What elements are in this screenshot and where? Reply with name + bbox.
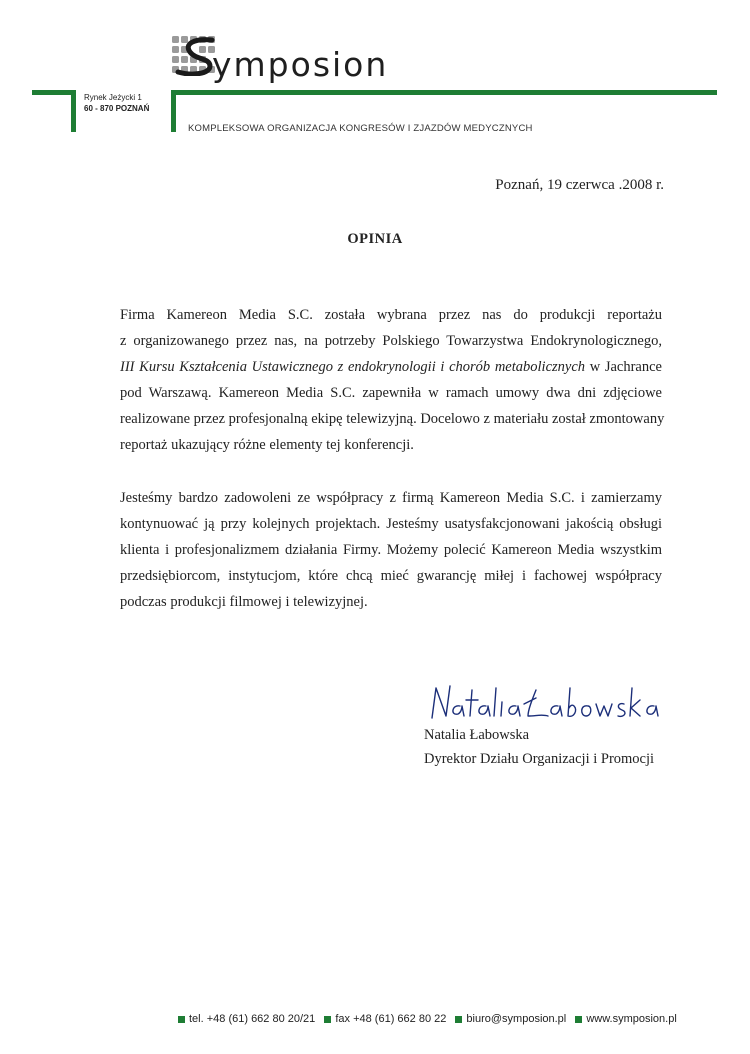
bullet-square-icon bbox=[575, 1016, 582, 1023]
bullet-square-icon bbox=[455, 1016, 462, 1023]
paragraph-line: z organizowanego przez nas, na potrzeby Polskiego Towarzystwa Endokrynologicznego, bbox=[120, 333, 662, 349]
paragraph-line: realizowane przez profesjonalną ekipę telewizyjną. Docelowo z materiału został zmontowany bbox=[120, 411, 665, 427]
logo-dots-icon bbox=[172, 36, 216, 76]
paragraph-line: Firma Kamereon Media S.C. została wybrana przez nas do produkcji reportażu bbox=[120, 307, 662, 323]
bullet-square-icon bbox=[178, 1016, 185, 1023]
paragraph-1 bbox=[120, 302, 665, 458]
signature-text: Natalia Łabowska bbox=[424, 680, 432, 681]
document-title: OPINIA bbox=[347, 231, 403, 247]
footer-contacts bbox=[172, 1013, 677, 1025]
paragraph-line: kontynuować ją przy kolejnych projektach. Jesteśmy usatysfakcjonowani jakością obsługi bbox=[120, 516, 662, 532]
header-rule-right bbox=[171, 90, 717, 95]
paragraph-line: podczas produkcji filmowej i telewizyjnej. bbox=[120, 594, 368, 610]
course-name: III Kursu Kształcenia Ustawicznego z endokrynologii i chorób metabolicznych bbox=[120, 359, 586, 375]
footer-website[interactable]: www.symposion.pl bbox=[586, 1013, 677, 1025]
header-rule-left-vertical bbox=[71, 90, 76, 132]
footer-fax: fax +48 (61) 662 80 22 bbox=[335, 1013, 447, 1025]
company-tagline: KOMPLEKSOWA ORGANIZACJA KONGRESÓW I ZJAZDÓW MEDYCZNYCH bbox=[188, 123, 533, 134]
address-city: 60 - 870 POZNAŃ bbox=[84, 104, 150, 113]
paragraph-line: pod Warszawą. Kamereon Media S.C. zapewniła w ramach umowy dwa dni zdjęciowe bbox=[120, 385, 662, 401]
footer-phone: tel. +48 (61) 662 80 20/21 bbox=[189, 1013, 316, 1025]
header-rule-left bbox=[32, 90, 76, 95]
paragraph-line bbox=[120, 354, 662, 380]
paragraph-line: reportaż ukazujący różne elementy tej konferencji. bbox=[120, 437, 414, 453]
signatory-role: Dyrektor Działu Organizacji i Promocji bbox=[424, 751, 655, 767]
course-location: w Jachrance bbox=[585, 359, 662, 375]
bullet-square-icon bbox=[324, 1016, 331, 1023]
signatory-name: Natalia Łabowska bbox=[424, 727, 530, 743]
paragraph-line: przedsiębiorcom, instytucjom, które chcą mieć gwarancję miłej i fachowej współpracy bbox=[120, 568, 662, 584]
paragraph-2 bbox=[120, 485, 662, 615]
address-street: Rynek Jeżycki 1 bbox=[84, 93, 142, 102]
paragraph-line: klienta i profesjonalizmem działania Firmy. Możemy polecić Kamereon Media wszystkim bbox=[120, 542, 662, 558]
letter-date: Poznań, 19 czerwca .2008 r. bbox=[495, 177, 664, 193]
header-rule-right-vertical bbox=[171, 90, 176, 132]
handwritten-signature bbox=[424, 680, 664, 726]
footer-email[interactable]: biuro@symposion.pl bbox=[466, 1013, 567, 1025]
brand-logo: ymposion bbox=[212, 45, 389, 84]
paragraph-line: Jesteśmy bardzo zadowoleni ze współpracy z firmą Kamereon Media S.C. i zamierzamy bbox=[120, 490, 662, 506]
